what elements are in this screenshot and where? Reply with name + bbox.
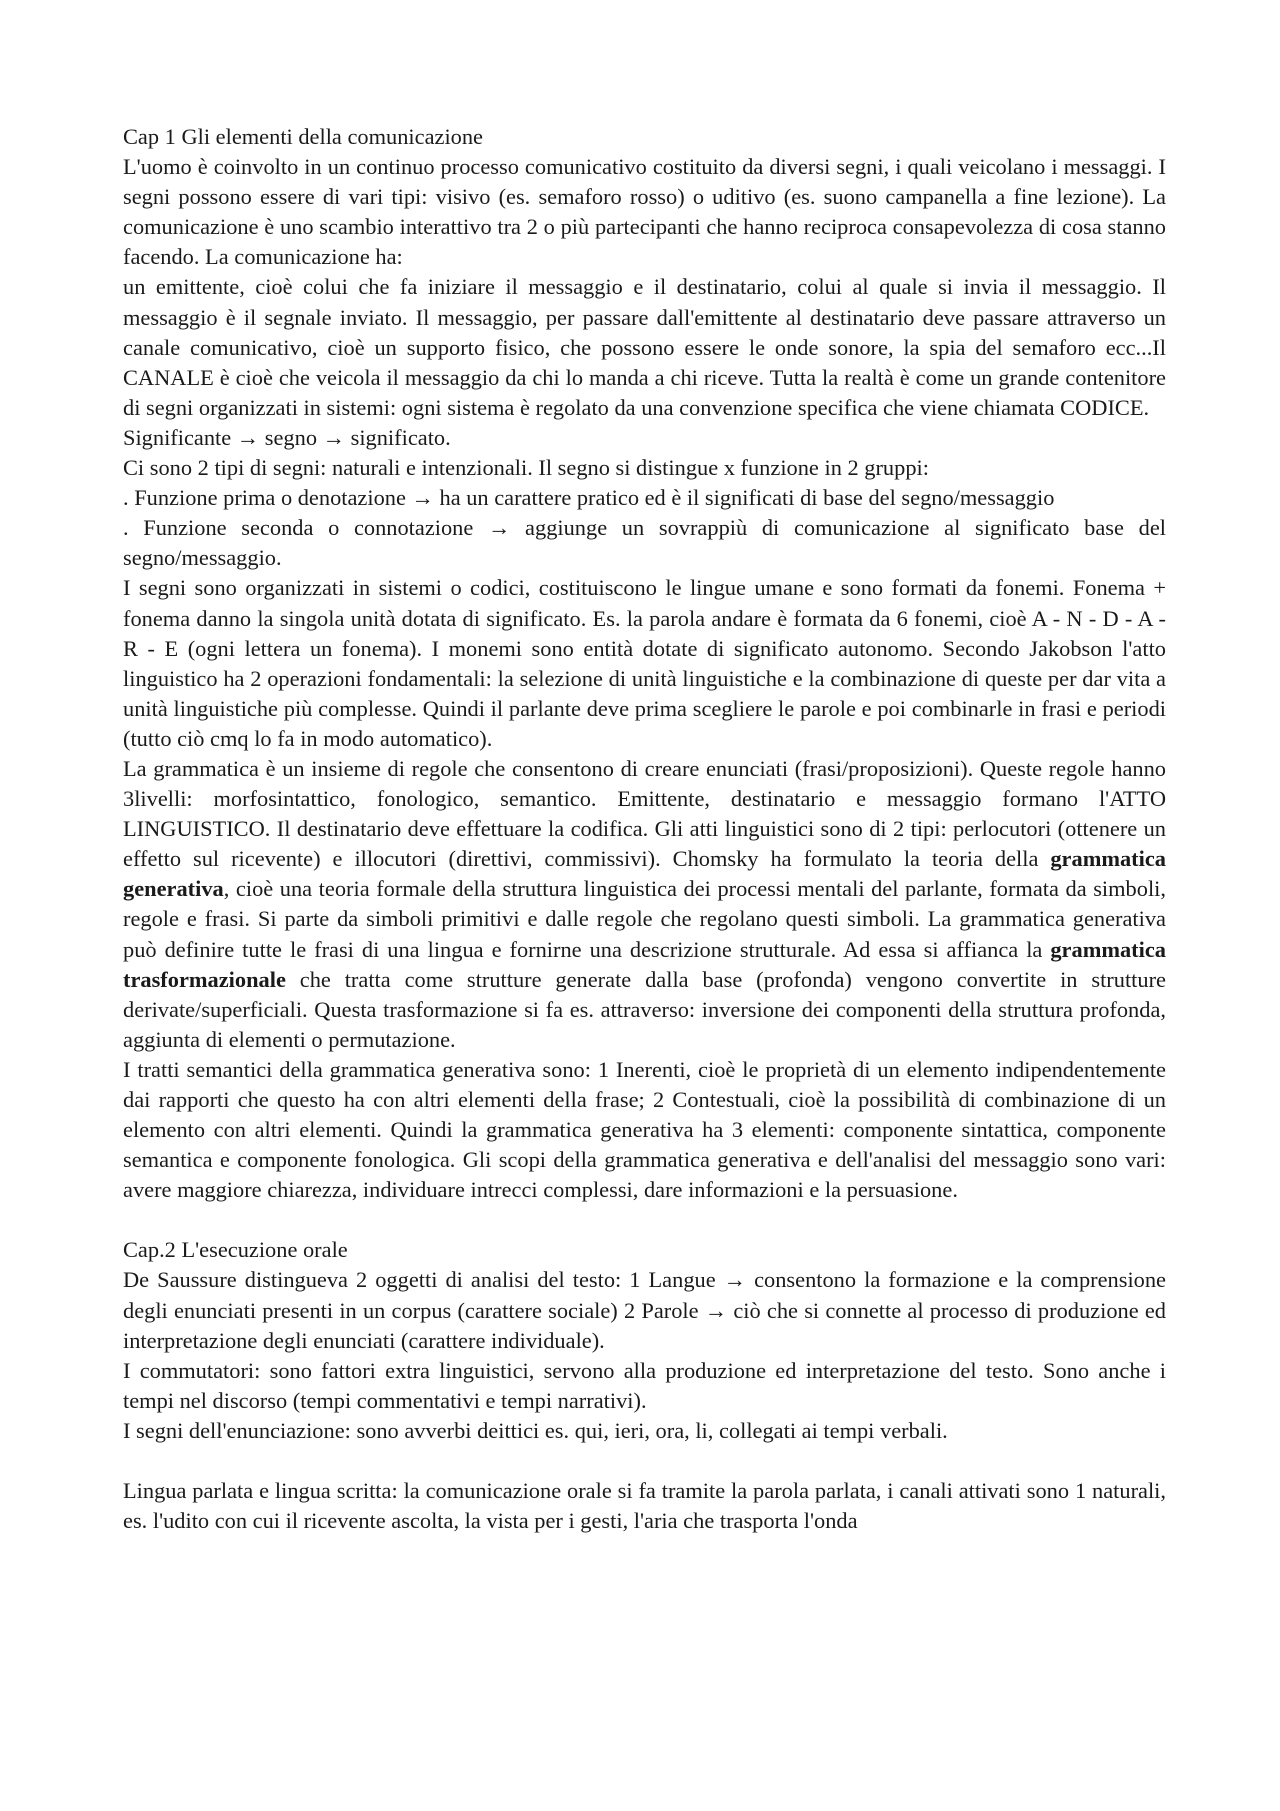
section-spacer — [123, 1205, 1166, 1235]
chapter-1-paragraph: L'uomo è coinvolto in un continuo processo comunicativo costituito da diversi segni, i quali veicolano i messaggi. I segni possono essere di vari tipi: visivo (es. semaforo rosso) o uditivo (es. suono campanella a fine lezione). La comunicazione è uno scambio interattivo tra 2 o più partecipanti che hanno reciproca consapevolezza di cosa stanno facendo. La comunicazione ha: — [123, 154, 1166, 270]
chapter-1-paragraph: un emittente, cioè colui che fa iniziare il messaggio e il destinatario, colui al quale si invia il messaggio. Il messaggio è il segnale inviato. Il messaggio, per passare dall'emittente al destinatario deve passare attraverso un canale comunicativo, cioè un supporto fisico, che possono essere le onde sonore, la spia del semaforo ecc...Il CANALE è cioè che veicola il messaggio da chi lo manda a chi riceve. Tutta la realtà è come un grande contenitore di segni organizzati in sistemi: ogni sistema è regolato da una convenzione specifica che viene chiamata CODICE. — [123, 274, 1166, 420]
bold-term: grammatica generativa — [123, 846, 1166, 902]
bold-term: grammatica trasformazionale — [123, 936, 1166, 992]
chapter-2-title: Cap.2 L'esecuzione orale — [123, 1237, 348, 1263]
chapter-1-paragraph: Ci sono 2 tipi di segni: naturali e intenzionali. Il segno si distingue x funzione in 2 gruppi: — [123, 455, 929, 481]
document-page — [123, 122, 1166, 1536]
text-run: che tratta come strutture generate dalla base (profonda) vengono convertite in strutture derivate/superficiali. Questa trasformazione si fa es. attraverso: inversione dei componenti della struttura profonda, aggiunta di elementi o permutazione. — [123, 966, 1166, 1052]
text-run: , cioè una teoria formale della struttura linguistica dei processi mentali del parlante, formata da simboli, regole e frasi. Si parte da simboli primitivi e dalle regole che regolano questi simboli. La grammatica generativa può definire tutte le frasi di una lingua e fornirne una descrizione strutturale. Ad essa si affianca la — [123, 876, 1166, 962]
chapter-1-paragraph — [123, 754, 1166, 1055]
chapter-2-paragraph: I segni dell'enunciazione: sono avverbi deittici es. qui, ieri, ora, li, collegati ai tempi verbali. — [123, 1417, 948, 1443]
chapter-2-paragraph: De Saussure distingueva 2 oggetti di analisi del testo: 1 Langue → consentono la formazione e la comprensione degli enunciati presenti in un corpus (carattere sociale) 2 Parole → ciò che si connette al processo di produzione ed interpretazione degli enunciati (carattere individuale). — [123, 1267, 1166, 1353]
chapter-1-title: Cap 1 Gli elementi della comunicazione — [123, 124, 483, 149]
text-run: La grammatica è un insieme di regole che consentono di creare enunciati (frasi/proposizioni). Queste regole hanno 3livelli: morfosintattico, fonologico, semantico. Emittente, destinatario e messaggio formano l'ATTO LINGUISTICO. Il destinatario deve effettuare la codifica. Gli atti linguistici sono di 2 tipi: perlocutori (ottenere un effetto sul ricevente) e illocutori (direttivi, commissivi). Chomsky ha formulato la teoria della — [123, 755, 1166, 872]
chapter-1-list-item: . Funzione seconda o connotazione → aggiunge un sovrappiù di comunicazione al significato base del segno/messaggio. — [123, 515, 1166, 571]
chapter-1-paragraph: I segni sono organizzati in sistemi o codici, costituiscono le lingue umane e sono formati da fonemi. Fonema + fonema danno la singola unità dotata di significato. Es. la parola andare è formata da 6 fonemi, cioè A - N - D - A - R - E (ogni lettera un fonema). I monemi sono entità dotate di significato autonomo. Secondo Jakobson l'atto linguistico ha 2 operazioni fondamentali: la selezione di unità linguistiche e la combinazione di queste per dar vita a unità linguistiche più complesse. Quindi il parlante deve prima scegliere le parole e poi combinarle in frasi e periodi (tutto ciò cmq lo fa in modo automatico). — [123, 575, 1166, 751]
section-spacer — [123, 1446, 1166, 1476]
chapter-2-paragraph: I commutatori: sono fattori extra linguistici, servono alla produzione ed interpretazione del testo. Sono anche i tempi nel discorso (tempi commentativi e tempi narrativi). — [123, 1357, 1166, 1413]
chapter-2-paragraph: Lingua parlata e lingua scritta: la comunicazione orale si fa tramite la parola parlata, i canali attivati sono 1 naturali, es. l'udito con cui il ricevente ascolta, la vista per i gesti, l'aria che trasporta l'onda — [123, 1478, 1166, 1534]
chapter-1-list-item: . Funzione prima o denotazione → ha un carattere pratico ed è il significati di base del segno/messaggio — [123, 485, 1055, 511]
chapter-1-paragraph: Significante → segno → significato. — [123, 424, 451, 450]
chapter-1-paragraph: I tratti semantici della grammatica generativa sono: 1 Inerenti, cioè le proprietà di un elemento indipendentemente dai rapporti che questo ha con altri elementi della frase; 2 Contestuali, cioè la possibilità di combinazione di un elemento con altri elementi. Quindi la grammatica generativa ha 3 elementi: componente sintattica, componente semantica e componente fonologica. Gli scopi della grammatica generativa e dell'analisi del messaggio sono vari: avere maggiore chiarezza, individuare intrecci complessi, dare informazioni e la persuasione. — [123, 1056, 1166, 1203]
